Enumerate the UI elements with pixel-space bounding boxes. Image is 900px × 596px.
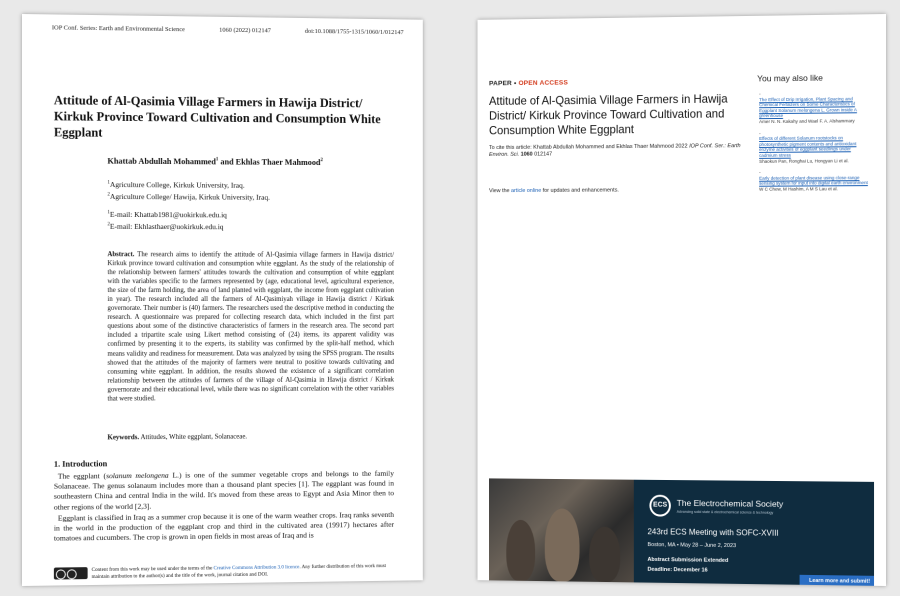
licence-text-a: Content from this work may be used under the terms of the: [91, 565, 214, 574]
email-1-sup: 1: [107, 210, 110, 216]
keywords-text: Attitudes, White eggplant, Solanaceae.: [139, 432, 248, 442]
recommendation-authors: Amer N. N. Kakahy and Wael F. A. Alshammary: [759, 118, 855, 125]
licence-text: [92, 563, 398, 580]
ecs-meeting-banner[interactable]: [489, 478, 874, 585]
intro-paragraph-2: Eggplant is classified in Iraq as a summer crop because it is one of the warm weather crops. Iraq ranks seventh in the world in the production of the eggplant crop and third in the cultivated area (19917) hectares after tomatoes and cucumbers. The crop is grown in open fields in most areas of Iraq and is: [53, 509, 395, 543]
paper-first-page: [22, 14, 423, 586]
recommendation-link[interactable]: The Effect of Drip Irrigation, Plant Spacing and Chemical Fertilizers on Some Characteristics of Eggplant Solanum melongena L. Grown inside A greenhouse: [759, 95, 857, 119]
submission-extended: Abstract Submission Extended: [647, 556, 729, 564]
recommendation-list: [759, 90, 870, 198]
view-text-a: View the: [489, 188, 512, 195]
recommendation-marker: -: [759, 169, 761, 175]
citation-volume: 1060: [519, 152, 533, 159]
intro-p1-rest: L.) is one of the summer vegetable crops and belongs to the family Solanaceae. The genus solanaum includes more than a thousand plant species [1]. The eggplant was found in southeastern China and central India in the wild. It's moved from these areas to Egypt and Asia Minor then to other regions of the world [2,3].: [53, 468, 395, 512]
intro-heading: 1. Introduction: [53, 459, 108, 469]
author-line: [107, 157, 322, 167]
recommendation-marker: -: [759, 91, 761, 97]
intro-paragraph-1: [54, 469, 394, 513]
citation-journal: IOP Conf. Ser.: Earth Environ. Sci.: [489, 143, 741, 159]
meeting-location: Boston, MA • May 28 – June 2, 2023: [647, 542, 737, 550]
recommendation-authors: Shaokun Pan, Ronghai Lu, Hongyan Li et al.: [759, 157, 849, 164]
paper-title: Attitude of Al-Qasimia Village Farmers in Hawija District/ Kirkuk Province Toward Cultivation and Consumption White Eggplant: [53, 93, 381, 140]
author-2-sup: 2: [320, 158, 323, 164]
running-header: [52, 24, 404, 36]
cc-by-icon: [54, 567, 88, 579]
iop-cover-page: [478, 14, 886, 586]
author-1-sup: 1: [215, 157, 219, 163]
affiliations: [107, 179, 270, 203]
affiliation-1: [107, 179, 270, 191]
author-2: Ekhlas Thaer Mahmood: [235, 157, 321, 168]
society-tagline: Advancing solid state & electrochemical science & technology: [676, 509, 774, 515]
affiliation-1-sup: 1: [107, 180, 110, 186]
licence-link[interactable]: Creative Commons Attribution 3.0 licence: [213, 564, 300, 572]
citation-text: To cite this article: Khattab Abdullah Mohammed and Ekhlas Thaer Mahmood 2022: [489, 143, 690, 152]
email-1: [107, 208, 226, 220]
recommendation-authors: W C Chew, M Hashim, A M S Lau et al.: [759, 186, 838, 192]
citation: [489, 143, 751, 160]
author-1: Khattab Abdullah Mohammed: [107, 156, 216, 167]
society-name: The Electrochemical Society: [676, 497, 784, 509]
view-text-b: for updates and enhancements.: [541, 187, 619, 194]
also-like-heading: You may also like: [757, 72, 823, 84]
article-number: 1060 (2022) 012147: [219, 26, 271, 35]
keywords-label: Keywords.: [107, 433, 140, 442]
email-2-text: E-mail: Ekhlasthaer@uokirkuk.edu.iq: [109, 221, 224, 231]
abstract: [107, 250, 394, 403]
intro-p1-species: solanum melongena: [106, 470, 169, 481]
affiliation-2-sup: 2: [107, 191, 110, 197]
cover-title: Attitude of Al-Qasimia Village Farmers in Hawija District/ Kirkuk Province Toward Cultivation and Consumption White Eggplant: [489, 92, 728, 138]
affiliation-2-text: Agriculture College/ Hawija, Kirkuk University, Iraq.: [109, 191, 270, 202]
ecs-logo-icon: ECS: [649, 495, 670, 517]
learn-more-button[interactable]: Learn more and submit!: [799, 575, 874, 586]
open-access-label: OPEN ACCESS: [518, 79, 569, 87]
affiliation-2: [107, 190, 270, 202]
label-separator: •: [511, 80, 519, 88]
recommendation-link[interactable]: Effects of different Solanum rootstocks on photosynthetic pigment contents and antioxidant enzyme activities of eggplant seedlings under cadmium stress: [759, 135, 857, 158]
view-online-line: [489, 188, 619, 195]
person-silhouette: [589, 527, 620, 583]
article-doi: doi:10.1088/1755-1315/1060/1/012147: [304, 27, 404, 37]
person-silhouette: [506, 520, 535, 581]
affiliation-1-text: Agriculture College, Kirkuk University, Iraq.: [109, 180, 245, 190]
licence-text-b: . Any further distribution of this work must maintain attribution to the author(s) and the title of the work, journal citation and DOI.: [91, 563, 386, 580]
paper-type-label: [489, 80, 568, 88]
list-item: [759, 130, 870, 164]
intro-p1-start: The eggplant (: [57, 471, 107, 481]
recommendation-link[interactable]: Early detection of plant disease using close-range sensing system for input into digital earth environment: [759, 174, 868, 187]
journal-series: IOP Conf. Series: Earth and Environmental Science: [51, 24, 185, 34]
email-1-text: E-mail: Khattab1981@uokirkuk.edu.iq: [109, 209, 227, 220]
intro-body: [54, 469, 394, 545]
list-item: [759, 90, 870, 125]
submission-deadline: Deadline: December 16: [647, 566, 708, 574]
emails: [107, 208, 226, 231]
person-silhouette: [545, 508, 580, 581]
paper-label: PAPER: [489, 80, 512, 88]
abstract-text: The research aims to identify the attitude of Al-Qasimia village farmers in Hawija district/ Kirkuk province toward cultivation and consumption white eggplant. As the study of the relationship of the relationship between farmers' attitudes towards the cultivation and consumption of white eggplant with the variables specific to the farmers represented by (age, educational level, agricultural experience, the size of the farm holding, the area of land planted with eggplant, the income from eggplant cultivation in year). The research included all the farmers of Al-Qasimiyah village in Hawija district / Kirkuk governorate. Their number is (40) farmers. The researchers used the descriptive method in conducting the research. A questionnaire was prepared for collecting research data, which included in the first part questions about some of the distinctive characteristics of farmers in the research area. The second part included a tripartite scale using Likert method consisting of (24) items, its apparent validity was confirmed by presenting it to the experts, its stability was confirmed by the split-half method, which means validity and readiness for measurement. Data was analyzed by using the SPSS program. The results showed that the attitudes of the majority of farmers were neutral to positive towards cultivating and consuming white eggplant. In addition, the results showed the existence of a significant correlation relationship between the attitudes of farmers of the village of Al-Qasimia in Hawija district / Kirkuk governorate and their educational level, while there was no significant correlation with the other variables that were studied.: [107, 251, 395, 403]
meeting-name: 243rd ECS Meeting with SOFC-XVIII: [647, 527, 779, 538]
licence-footer: [54, 563, 398, 581]
list-item: [759, 169, 870, 192]
keywords: [107, 432, 247, 441]
citation-number: 012147: [532, 151, 553, 158]
email-2-sup: 2: [107, 221, 110, 227]
recommendation-marker: -: [759, 130, 761, 136]
audience-photo: [489, 478, 634, 582]
author-and: and: [218, 157, 236, 167]
abstract-label: Abstract.: [107, 251, 135, 259]
email-2: [107, 220, 226, 232]
article-online-link[interactable]: article online: [511, 187, 542, 195]
